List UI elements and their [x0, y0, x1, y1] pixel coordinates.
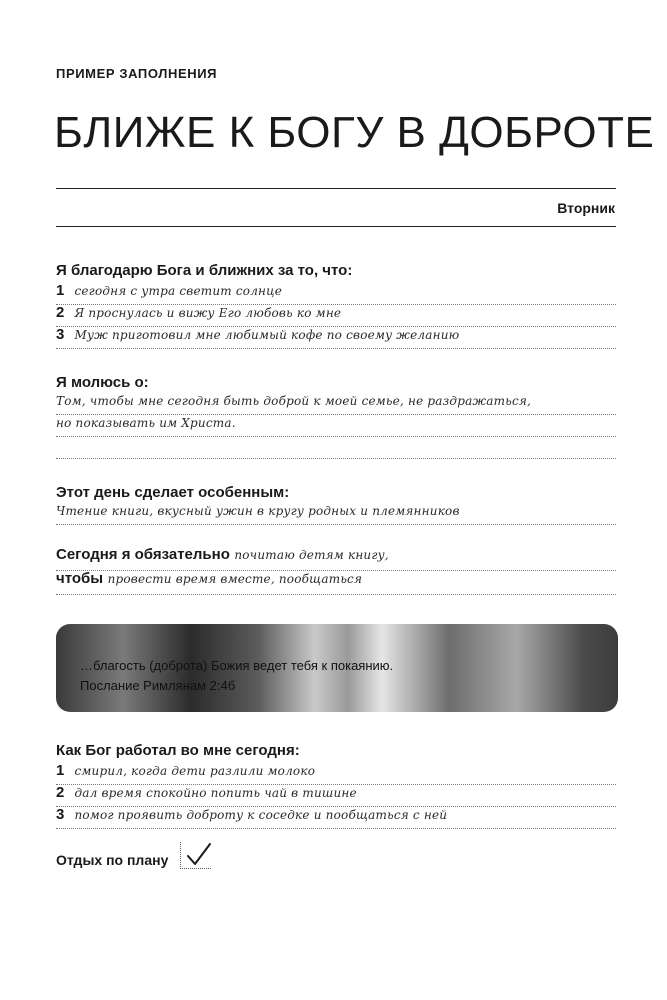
prayer-row-3[interactable]: [56, 436, 616, 459]
verse-box: [56, 624, 618, 712]
rest-label: Отдых по плану: [56, 852, 169, 868]
special-text: Чтение книги, вкусный ужин в кругу родных и племянников: [56, 504, 460, 518]
special-heading: Этот день сделает особенным:: [56, 484, 290, 501]
gratitude-row-2[interactable]: [56, 304, 616, 327]
commitment-text-1: почитаю детям книгу,: [234, 548, 389, 562]
page-title: БЛИЖЕ К БОГУ В ДОБРОТЕ: [54, 108, 655, 157]
god-work-row-3[interactable]: [56, 806, 616, 829]
sample-label: ПРИМЕР ЗАПОЛНЕНИЯ: [56, 66, 218, 81]
gratitude-num-3: 3: [56, 326, 65, 343]
gratitude-num-1: 1: [56, 282, 65, 299]
day-divider: [56, 226, 616, 227]
prayer-row-2[interactable]: [56, 414, 616, 437]
commitment-row-2[interactable]: [56, 570, 616, 595]
commitment-label-2: чтобы: [56, 570, 104, 587]
verse-text: …благость (доброта) Божия ведет тебя к покаянию.: [80, 658, 394, 673]
gratitude-num-2: 2: [56, 304, 65, 321]
gratitude-text-3: Муж приготовил мне любимый кофе по своему желанию: [74, 328, 460, 342]
verse-reference: Послание Римлянам 2:4б: [80, 678, 236, 693]
special-row[interactable]: [56, 502, 616, 525]
gratitude-heading: Я благодарю Бога и ближних за то, что:: [56, 262, 353, 279]
gratitude-row-3[interactable]: [56, 326, 616, 349]
god-work-num-3: 3: [56, 806, 65, 823]
prayer-text-1: Том, чтобы мне сегодня быть доброй к моей семье, не раздражаться,: [56, 394, 532, 408]
god-work-text-3: помог проявить доброту к соседке и пообщаться с ней: [74, 808, 448, 822]
commitment-row-1[interactable]: [56, 546, 616, 571]
gratitude-text-2: Я проснулась и вижу Его любовь ко мне: [74, 306, 342, 320]
god-work-num-1: 1: [56, 762, 65, 779]
god-work-num-2: 2: [56, 784, 65, 801]
day-of-week: Вторник: [557, 200, 615, 216]
rest-checkbox[interactable]: [180, 842, 211, 869]
gratitude-text-1: сегодня с утра светит солнце: [74, 284, 283, 298]
commitment-text-2: провести время вместе, пообщаться: [107, 572, 363, 586]
commitment-label-1: Сегодня я обязательно: [56, 546, 230, 563]
god-work-row-2[interactable]: [56, 784, 616, 807]
god-work-heading: Как Бог работал во мне сегодня:: [56, 742, 300, 759]
god-work-text-1: смирил, когда дети разлили молоко: [74, 764, 316, 778]
top-divider: [56, 188, 616, 189]
gratitude-row-1[interactable]: [56, 282, 616, 305]
god-work-text-2: дал время спокойно попить чай в тишине: [74, 786, 357, 800]
prayer-text-2: но показывать им Христа.: [56, 416, 236, 430]
prayer-heading: Я молюсь о:: [56, 374, 149, 391]
verse-block: [80, 656, 393, 696]
god-work-row-1[interactable]: [56, 762, 616, 785]
checkmark-icon: [183, 842, 213, 868]
prayer-row-1[interactable]: [56, 392, 616, 415]
